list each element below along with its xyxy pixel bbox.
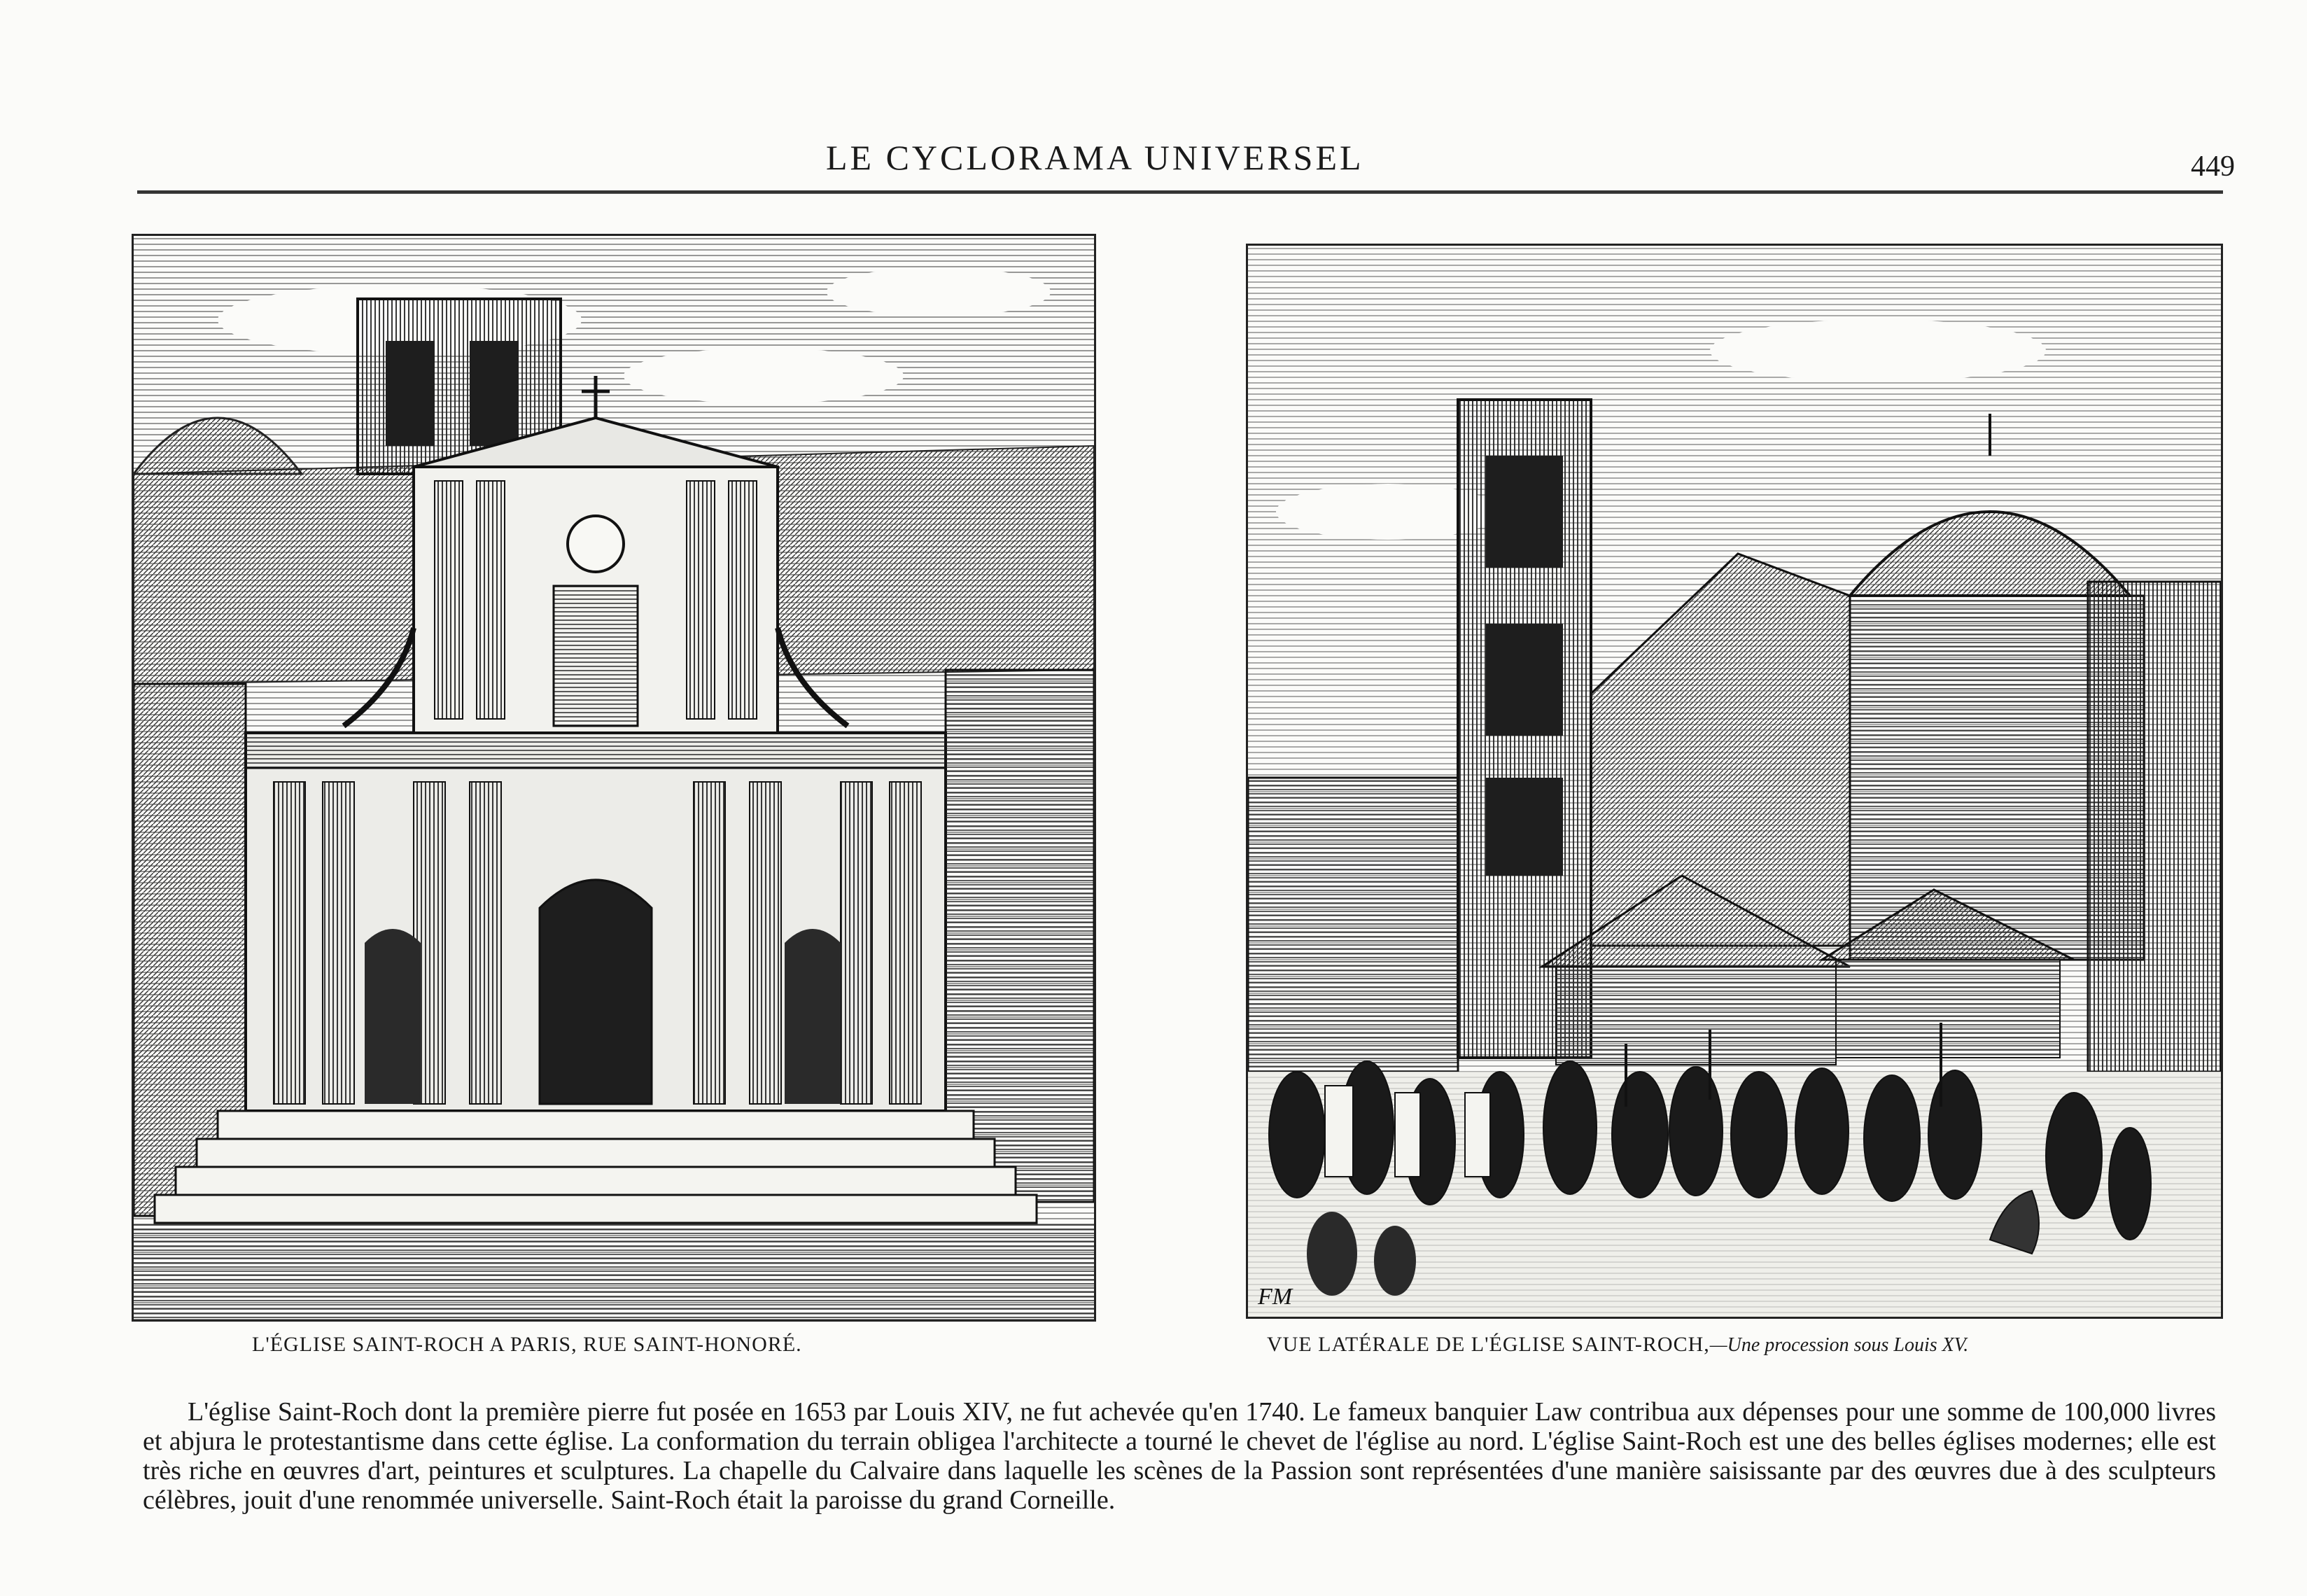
figure-caption-right bbox=[1267, 1333, 1968, 1357]
page-number: 449 bbox=[2191, 150, 2235, 183]
page-header-title: LE CYCLORAMA UNIVERSEL bbox=[826, 138, 1364, 177]
figure-caption-left: L'ÉGLISE SAINT-ROCH A PARIS, RUE SAINT-HONORÉ. bbox=[252, 1333, 802, 1356]
figure-caption-right-sub: —Une procession sous Louis XV. bbox=[1709, 1334, 1969, 1356]
procession-illustration bbox=[1248, 246, 2221, 1317]
figure-caption-right-main: VUE LATÉRALE DE L'ÉGLISE SAINT-ROCH, bbox=[1267, 1333, 1710, 1356]
body-paragraph: L'église Saint-Roch dont la première pierre fut posée en 1653 par Louis XIV, ne fut achevée qu'en 1740. Le fameux banquier Law contribua aux dépenses pour une somme de 100,000 livres et abjura le protestantisme dans cette église. La conformation du terrain obligea l'architecte a tourné le chevet de l'église au nord. L'église Saint-Roch est une des belles églises modernes; elle est très riche en œuvres d'art, peintures et sculptures. La chapelle du Calvaire dans laquelle les scènes de la Passion sont représentées d'une manière saisissante par des œuvres due à des sculpteurs célèbres, jouit d'une renommée universelle. Saint-Roch était la paroisse du grand Corneille. bbox=[143, 1397, 2216, 1515]
facade-illustration bbox=[134, 236, 1094, 1320]
artist-signature: FM bbox=[1258, 1284, 1293, 1310]
engraving-saint-roch-facade bbox=[132, 234, 1096, 1322]
engraving-saint-roch-procession bbox=[1246, 244, 2223, 1319]
header-rule bbox=[137, 190, 2223, 194]
